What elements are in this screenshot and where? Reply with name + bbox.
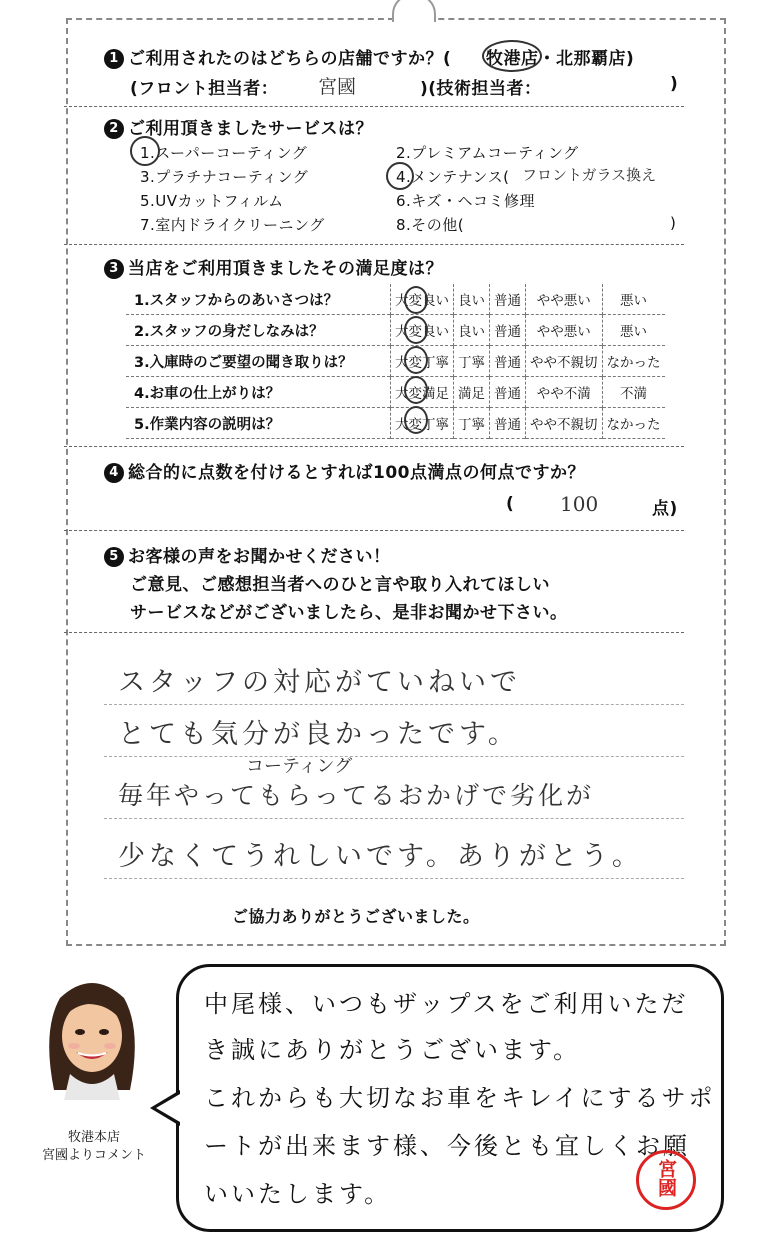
rating-option: 大変満足 (391, 377, 454, 408)
service-option-1: 1.スーパーコーティング (140, 144, 308, 162)
reply-line-5: いいたします。 (204, 1180, 392, 1208)
reply-line-4: ートが出来ます様、今後とも宜しくお願 (204, 1132, 690, 1160)
q4-question: 4 総合的に点数を付けるとすれば100点満点の何点ですか？ (104, 458, 585, 483)
rating-question: 2.スタッフの身だしなみは？ (134, 323, 324, 340)
divider (64, 530, 684, 531)
rating-option: 大変丁寧 (391, 408, 454, 439)
stamp-text: 宮國 (655, 1159, 677, 1197)
comment-line-1: スタッフの対応がていねいで (118, 667, 521, 698)
divider (64, 106, 684, 107)
paren-close: ) (626, 49, 635, 69)
number-1-icon: 1 (104, 49, 124, 69)
staff-caption-2: 宮國よりコメント (41, 1148, 146, 1163)
rating-option: 大変丁寧 (391, 346, 454, 377)
table-row (126, 346, 665, 377)
rating-5-circle (404, 406, 428, 434)
rating-option: なかった (602, 408, 665, 439)
speech-bubble-tail-inner (156, 1094, 180, 1122)
store-selection-circle (482, 40, 542, 72)
q4-open: ( (506, 494, 515, 514)
reply-line-3: これからも大切なお車をキレイにするサポ (204, 1084, 716, 1112)
service-option-6: 6.キズ・ヘコミ修理 (396, 192, 536, 210)
rating-option: 良い (454, 284, 490, 315)
number-2-icon: 2 (104, 119, 124, 139)
q4-score: 100 (560, 492, 599, 516)
write-line (104, 818, 684, 819)
store-option-makiminato: 牧港店 (486, 49, 539, 69)
staff-caption-1: 牧港本店 (67, 1130, 120, 1145)
rating-option: なかった (602, 346, 665, 377)
rating-option: 大変良い (391, 315, 454, 346)
comment-line-4: 少なくてうれしいです。ありがとう。 (118, 841, 643, 872)
reply-line-2: き誠にありがとうございます。 (204, 1036, 581, 1064)
rating-option: やや不親切 (526, 408, 603, 439)
rating-option: 普通 (490, 346, 526, 377)
rating-option: やや悪い (526, 284, 603, 315)
service-option-8: 8.その他( (396, 216, 465, 234)
rating-question: 3.入庫時のご要望の聞き取りは？ (134, 354, 353, 371)
rating-question: 5.作業内容の説明は？ (134, 416, 281, 433)
number-5-icon: 5 (104, 547, 124, 567)
rating-option: 満足 (454, 377, 490, 408)
table-row (126, 408, 665, 439)
rating-option: やや悪い (526, 315, 603, 346)
staff-avatar (40, 970, 144, 1100)
hanko-stamp (636, 1150, 696, 1210)
rating-option: やや不満 (526, 377, 603, 408)
q5-question: 5 お客様の声をお聞かせください！ (104, 542, 391, 567)
thanks-text: ご協力ありがとうございました。 (232, 907, 480, 926)
separator: ・ (538, 49, 556, 69)
number-4-icon: 4 (104, 463, 124, 483)
service-4-circle (386, 162, 414, 190)
write-line (104, 704, 684, 705)
rating-option: やや不親切 (526, 346, 603, 377)
q1-front-value: 宮國 (318, 76, 357, 98)
write-line (104, 878, 684, 879)
comment-line-2: とても気分が良かったです。 (118, 719, 519, 750)
q5-line3: サービスなどがございましたら、是非お聞かせ下さい。 (130, 603, 568, 623)
service-option-2: 2.プレミアムコーティング (396, 144, 579, 162)
service-other-end: ) (670, 214, 677, 232)
comment-annotation: コーティング (246, 756, 353, 777)
service-option-5: 5.UVカットフィルム (140, 192, 284, 210)
q1-tech-end: ) (670, 74, 679, 94)
rating-option: 丁寧 (454, 346, 490, 377)
service-option-7: 7.室内ドライクリーニング (140, 216, 325, 234)
divider (64, 244, 684, 245)
rating-option: 丁寧 (454, 408, 490, 439)
service-option-3: 3.プラチナコーティング (140, 168, 309, 186)
rating-2-circle (404, 316, 428, 344)
divider (64, 446, 684, 447)
maintenance-note: フロントガラス換え (522, 166, 657, 184)
q5-line2: ご意見、ご感想担当者へのひと言や取り入れてほしい (130, 575, 550, 595)
q4-suffix: 点) (652, 499, 678, 519)
rating-option: 良い (454, 315, 490, 346)
rating-option: 普通 (490, 377, 526, 408)
rating-question: 1.スタッフからのあいさつは？ (134, 292, 339, 309)
clip-icon (392, 0, 436, 22)
rating-option: 大変良い (391, 284, 454, 315)
table-row (126, 284, 665, 315)
q1-question: 1 ご利用されたのはどちらの店舗ですか？( (104, 44, 451, 69)
q2-question: 2 ご利用頂きましたサービスは？ (104, 114, 373, 139)
q1-front-label: (フロント担当者： (130, 79, 279, 99)
rating-option: 普通 (490, 408, 526, 439)
rating-question: 4.お車の仕上がりは？ (134, 385, 281, 402)
divider (64, 632, 684, 633)
table-row (126, 315, 665, 346)
service-1-circle (130, 136, 160, 166)
rating-option: 悪い (602, 284, 665, 315)
write-line (104, 756, 684, 757)
rating-1-circle (404, 286, 428, 314)
store-option-kitanaha: 北那覇店 (556, 49, 626, 69)
rating-option: 普通 (490, 315, 526, 346)
service-option-4: 4.メンテナンス( (396, 168, 510, 186)
comment-line-3: 毎年やってもらってるおかげで劣化が (118, 781, 595, 810)
satisfaction-table (126, 284, 665, 439)
rating-option: 不満 (602, 377, 665, 408)
q3-question: 3 当店をご利用頂きましたその満足度は？ (104, 254, 443, 279)
rating-4-circle (404, 376, 428, 404)
rating-option: 悪い (602, 315, 665, 346)
reply-line-1: 中尾様、いつもザップスをご利用いただ (204, 990, 689, 1018)
rating-option: 普通 (490, 284, 526, 315)
q1-tech-label: )(技術担当者： (420, 79, 542, 99)
rating-3-circle (404, 346, 428, 374)
number-3-icon: 3 (104, 259, 124, 279)
table-row (126, 377, 665, 408)
